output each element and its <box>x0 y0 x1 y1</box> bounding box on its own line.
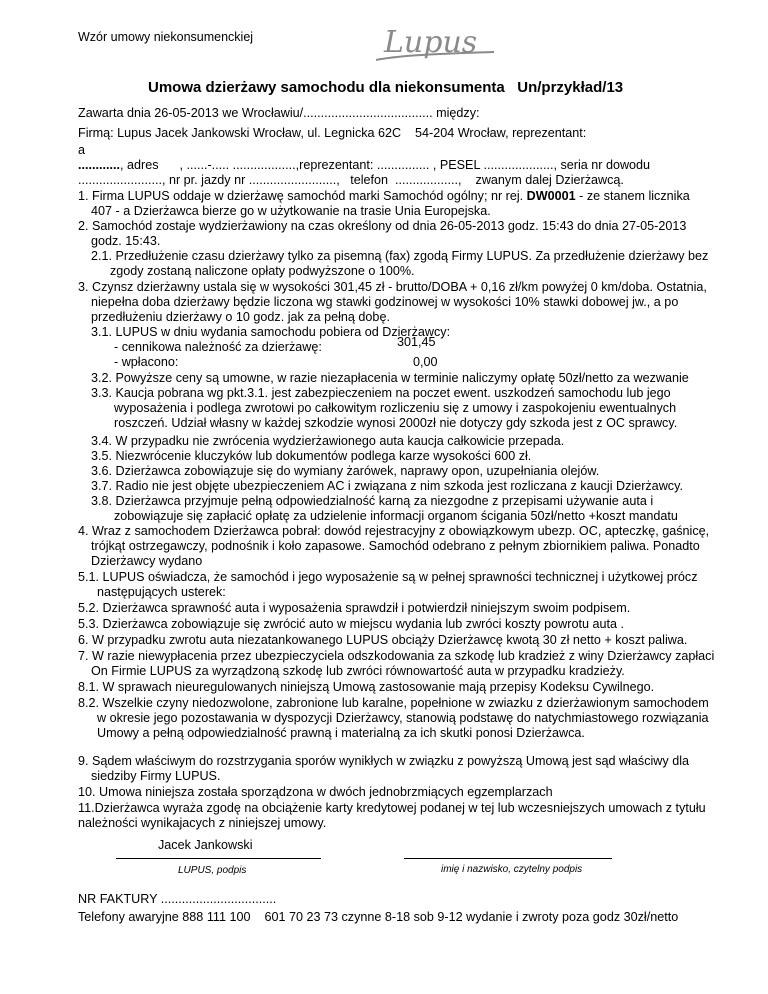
clause-3: 3. Czynsz dzierżawny ustala się w wysokości 301,45 zł - brutto/DOBA + 0,16 zł/km powyżej 0 km/doba. Ostatnia, <box>78 280 707 294</box>
contract-date-line: Zawarta dnia 26-05-2013 we Wrocławiu/..................................... między: <box>78 106 480 120</box>
clause-7: 7. W razie niewypłacenia przez ubezpieczyciela odszkodowania za szkodę lub kradzież z winy Dzierżawcy zapłaci <box>78 649 715 663</box>
clause-4: 4. Wraz z samochodem Dzierżawca pobrał: dowód rejestracyjny z obowiązkowym ubezp. OC, apteczkę, gaśnicę, <box>78 524 710 538</box>
template-label: Wzór umowy niekonsumenckiej <box>78 30 254 44</box>
clause-3-3-cont-2: roszczeń. Udział własny w każdej szkodzie wynosi 2000zł nie dotyczy gdy szkoda jest z OC sprawcy. <box>114 416 678 430</box>
clause-2-cont: godz. 15:43. <box>91 234 161 248</box>
paid-label: - wpłacono: <box>114 355 179 369</box>
clause-3-2: 3.2. Powyższe ceny są umowne, w razie niezapłacenia w terminie naliczymy opłatę 50zł/netto za wezwanie <box>91 371 689 385</box>
lupus-logo <box>366 22 508 68</box>
clause-5-1: 5.1. LUPUS oświadcza, że samochód i jego wyposażenie są w pełnej sprawności technicznej i użytkowej prócz <box>78 570 698 584</box>
clause-4-cont-2: Dzierżawcy wydano <box>91 554 203 568</box>
clause-5-3: 5.3. Dzierżawca zobowiązuje się zwrócić auto w miejscu wydania lub zwróci koszty powrotu auta . <box>78 617 624 631</box>
lessee-signature-line <box>404 858 612 859</box>
conjunction-line: a <box>78 143 86 157</box>
clause-11: 11.Dzierżawca wyraża zgodę na obciążenie karty kredytowej podanej w tej lub wczesniejszych umowach z tytułu <box>78 801 706 815</box>
price-label: - cennikowa należność za dzierżawę: <box>114 340 322 354</box>
clause-3-8-cont: zobowiązuje się zapłacić opłatę za udzielenie informacji organom ścigania 50zł/netto +koszt mandatu <box>114 509 678 523</box>
clause-3-3-cont-1: wyposażenia i podlega zwrotowi po całkowitym rozliczeniu się z umowy i zaspokojeniu ewentualnych <box>114 401 677 415</box>
clause-10: 10. Umowa niniejsza została sporządzona w dwóch jednobrzmiących egzemplarzach <box>78 785 553 799</box>
lupus-signature-line <box>116 858 321 859</box>
company-address-line: 54-204 Wrocław, reprezentant: <box>415 126 587 140</box>
paid-value: 0,00 <box>413 355 438 369</box>
document-title: Umowa dzierżawy samochodu dla niekonsumenta Un/przykład/13 <box>148 79 624 96</box>
clause-9-cont: siedziby Firmy LUPUS. <box>91 769 221 783</box>
clause-3-7: 3.7. Radio nie jest objęte ubezpieczeniem AC i związana z nim szkoda jest rozliczana z kaucji Dzierżawcy. <box>91 479 683 493</box>
clause-4-cont-1: trójkąt ostrzegawczy, podnośnik i koło zapasowe. Samochód odebrano z pełnym zbiornikiem paliwa. Ponadto <box>91 539 700 553</box>
lupus-signature-caption: LUPUS, podpis <box>178 865 247 876</box>
clause-2: 2. Samochód zostaje wydzierżawiony na czas określony od dnia 26-05-2013 godz. 15:43 do dnia 27-05-2013 <box>78 219 687 233</box>
lupus-signatory-name: Jacek Jankowski <box>158 838 253 852</box>
clause-3-8: 3.8. Dzierżawca przyjmuje pełną odpowiedzialność karną za niezgodne z przepisami używanie auta i <box>91 494 654 508</box>
clause-3-cont-2: przedłużeniu dzierżawy o 10 godz. jak za pełną dobę. <box>91 310 390 324</box>
clause-8-2-cont-1: w okresie jego pozostawania w dyspozycji Dzierżawcy, stanowią podstawę do natychmiastowego rozwiązania <box>97 711 709 725</box>
emergency-phones-line: Telefony awaryjne 888 111 100 601 70 23 73 czynne 8-18 sob 9-12 wydanie i zwroty poza godz 30zł/netto <box>78 910 679 924</box>
lessee-line <box>78 158 650 173</box>
clause-9: 9. Sądem właściwym do rozstrzygania sporów wynikłych w związku z powyższą Umową jest sąd właściwy dla <box>78 754 689 768</box>
clause-2-1: 2.1. Przedłużenie czasu dzierżawy tylko za pisemną (fax) zgodą Firmy LUPUS. Za przedłużenie dzierżawy bez <box>91 249 709 263</box>
clause-11-cont: należności wynikajacych z niniejszej umowy. <box>78 816 327 830</box>
clause-1-cont: 407 - a Dzierżawca bierze go w użytkowanie na trasie Unia Europejska. <box>91 204 491 218</box>
clause-3-1: 3.1. LUPUS w dniu wydania samochodu pobiera od Dzierżawcy: <box>91 325 451 339</box>
clause-8-1: 8.1. W sprawach nieuregulowanych niniejszą Umową zastosowanie mają przepisy Kodeksu Cywilnego. <box>78 680 655 694</box>
price-value: 301,45 <box>397 335 436 349</box>
clause-1: 1. Firma LUPUS oddaje w dzierżawę samochód marki Samochód ogólny; nr rej. DW0001 - ze stanem licznika <box>78 189 690 203</box>
clause-7-cont: On Firmie LUPUS za wyrządzoną szkodę lub zwróci równowartość auta w przypadku kradzieży. <box>91 664 625 678</box>
clause-5-1-cont: następujących usterek: <box>97 585 226 599</box>
lessee-name-placeholder: ............ <box>78 158 120 172</box>
clause-3-3: 3.3. Kaucja pobrana wg pkt.3.1. jest zabezpieczeniem na poczet ewent. uszkodzeń samochodu lub jego <box>91 386 671 400</box>
lessee-signature-caption: imię i nazwisko, czytelny podpis <box>441 864 583 875</box>
clause-3-4: 3.4. W przypadku nie zwrócenia wydzierżawionego auta kaucja całkowicie przepada. <box>91 434 565 448</box>
invoice-number-line: NR FAKTURY ................................. <box>78 892 277 906</box>
clause-2-1-cont: zgody zostaną naliczone opłaty podwyższone o 100%. <box>110 264 415 278</box>
clause-3-6: 3.6. Dzierżawca zobowiązuje się do wymiany żarówek, naprawy opon, uzupełniania olejów. <box>91 464 600 478</box>
svg-text:Lupus: Lupus <box>384 25 478 60</box>
clause-8-2: 8.2. Wszelkie czyny niedozwolone, zabronione lub karalne, popełnione w zwiazku z dzierżawionym samochodem <box>78 696 709 710</box>
clause-8-2-cont-2: Umowy a pełną odpowiedzialność prawną i materialną za ich skutki ponosi Dzierżawca. <box>97 726 585 740</box>
lessee-details: , adres , ......-..... ..................,reprezentant: ............... , PESEL ...................., seria nr dowodu <box>120 158 651 172</box>
clause-3-5: 3.5. Niezwrócenie kluczyków lub dokumentów podlega karze wysokości 600 zł. <box>91 449 532 463</box>
lessee-line-2: ........................, nr pr. jazdy nr ........................., telefon .................., zwanym dalej Dzierżawcą. <box>78 173 624 187</box>
clause-6: 6. W przypadku zwrotu auta niezatankowanego LUPUS obciąży Dzierżawcę kwotą 30 zł netto + koszt paliwa. <box>78 633 688 647</box>
registration-number: DW0001 <box>526 189 576 203</box>
company-line: Firmą: Lupus Jacek Jankowski Wrocław, ul. Legnicka 62C <box>78 126 402 140</box>
clause-5-2: 5.2. Dzierżawca sprawność auta i wyposażenia sprawdził i potwierdził niniejszym swoim podpisem. <box>78 601 631 615</box>
clause-3-cont-1: niepełna doba dzierżawy będzie liczona wg stawki godzinowej w wysokości 10% stawki dobowej jw., a po <box>91 295 679 309</box>
